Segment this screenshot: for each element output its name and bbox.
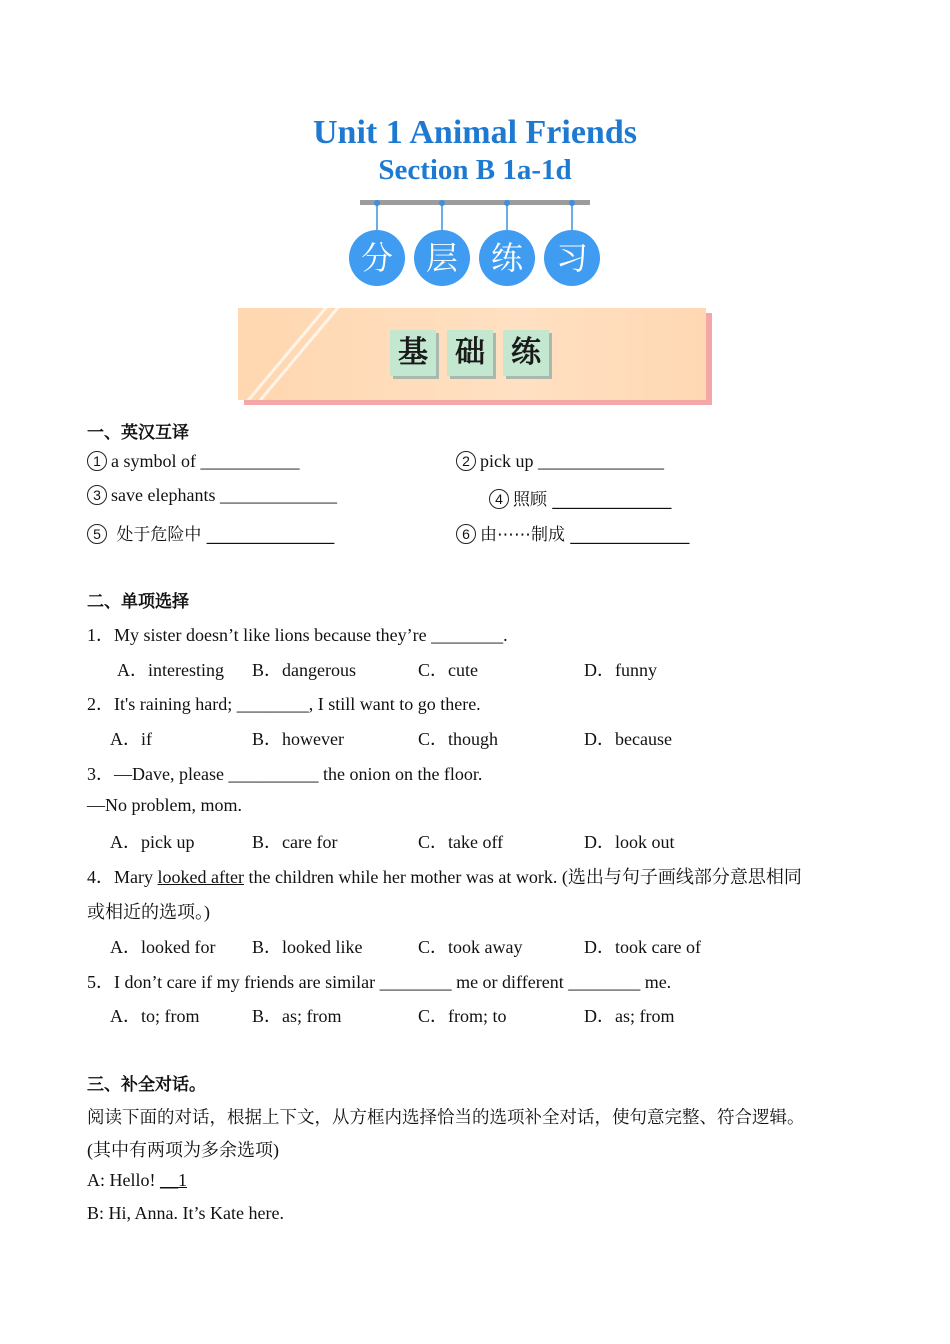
speaker-text: A: Hello! [87,1170,160,1190]
underlined-phrase: looked after [157,867,244,887]
badge-hanger-line [376,204,378,230]
translation-item [87,520,334,545]
option-a: A．if [110,729,152,749]
option-a: A．to; from [110,1006,200,1026]
option-d: D．because [584,729,672,749]
option-c: C．took away [418,937,523,957]
badge-hanger-dot [374,200,380,206]
item-text: pick up ______________ [480,451,664,471]
item-number: 1 [87,451,107,471]
stem-text: 4．Mary [87,867,158,887]
option-c: C．cute [418,660,478,680]
translation-item [87,485,337,506]
badge-hanger-bar [360,200,590,205]
option-d: D．look out [584,832,675,852]
blank-1: __1 [159,1170,187,1190]
question-stem: 3．—Dave, please __________ the onion on the floor. [87,764,483,784]
badge-char: 习 [544,230,600,286]
option-a: A．interesting [117,660,224,680]
badge-hanger-dot [504,200,510,206]
option-b: B．dangerous [252,660,356,680]
banner-char: 练 [503,330,549,376]
item-text: 照顾 ______________ [513,490,672,510]
option-b: B．care for [252,832,338,852]
option-c: C．take off [418,832,504,852]
question-stem: 1．My sister doesn’t like lions because they’re ________. [87,625,508,645]
page-subtitle: Section B 1a-1d [378,154,572,186]
stem-text: the children while her mother was at work. (选出与句子画线部分意思相同 [243,867,802,887]
translation-item [456,520,689,545]
option-b: B．looked like [252,937,363,957]
option-b: B．as; from [252,1006,342,1026]
question-stem: 2．It's raining hard; ________, I still want to go there. [87,694,481,714]
banner-stripe [238,308,347,400]
question-stem-continued: 或相近的选项。) [87,902,210,922]
banner-char: 基 [390,330,436,376]
item-number: 4 [489,489,509,509]
option-a: A．pick up [110,832,195,852]
item-text: 处于危险中 _______________ [111,525,335,545]
option-c: C．though [418,729,499,749]
section1-heading: 一、英汉互译 [87,423,189,443]
section3-instruction: 阅读下面的对话，根据上下文，从方框内选择恰当的选项补全对话，使句意完整、符合逻辑。 [87,1108,805,1128]
badge-hanger-line [441,204,443,230]
item-number: 2 [456,451,476,471]
option-a: A．looked for [110,937,216,957]
item-number: 5 [87,524,107,544]
item-number: 3 [87,485,107,505]
page-title: Unit 1 Animal Friends [313,114,637,151]
item-text: 由⋯⋯制成 ______________ [480,525,690,545]
badge-hanger-line [506,204,508,230]
badge-hanger-dot [569,200,575,206]
question-stem [87,863,802,889]
dialogue-line-b: B: Hi, Anna. It’s Kate here. [87,1203,284,1223]
badge-hanger-dot [439,200,445,206]
translation-item [87,451,300,472]
badge-char: 层 [414,230,470,286]
item-number: 6 [456,524,476,544]
option-c: C．from; to [418,1006,507,1026]
badge-char: 练 [479,230,535,286]
translation-item [456,451,664,472]
dialogue-reply: —No problem, mom. [87,795,242,815]
option-d: D．as; from [584,1006,675,1026]
option-b: B．however [252,729,344,749]
option-d: D．funny [584,660,657,680]
banner-stripe [238,308,335,400]
banner-char: 础 [447,330,493,376]
dialogue-line-a [87,1170,187,1191]
badge-hanger-line [571,204,573,230]
option-d: D．took care of [584,937,701,957]
item-text: save elephants _____________ [111,485,337,505]
section3-heading: 三、补全对话。 [87,1075,206,1095]
item-text: a symbol of ___________ [111,451,300,471]
badge-char: 分 [349,230,405,286]
section3-note: (其中有两项为多余选项) [87,1140,279,1160]
translation-item [489,485,671,510]
question-stem: 5．I don’t care if my friends are similar ________ me or different ________ me. [87,972,672,992]
section2-heading: 二、单项选择 [87,592,189,612]
